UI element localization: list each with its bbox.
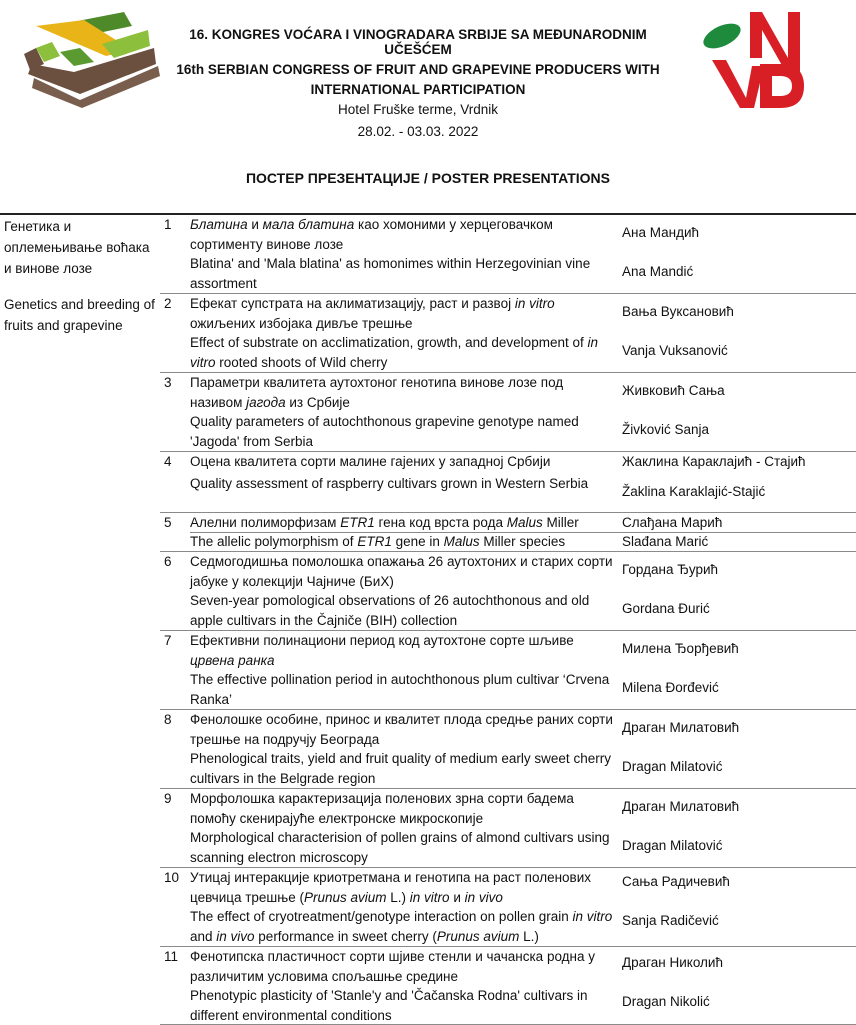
author-english: Žaklina Karaklajić-Stajić	[622, 484, 766, 499]
author-english: Živković Sanja	[622, 422, 710, 437]
poster-title-serbian: Оцена квалитета сорти малине гајених у западној Србији	[190, 454, 551, 469]
poster-title-serbian: Фенотипска пластичност сорти шјиве стенли и чачанска родна у различитим условима спољашње средине	[190, 949, 595, 984]
author-serbian: Вања Вуксановић	[622, 304, 734, 319]
congress-title-serbian: 16. KONGRES VOĆARA I VINOGRADARA SRBIJE SA MEĐUNARODNIM UČEŠĆEM	[189, 27, 647, 57]
poster-row	[160, 373, 856, 452]
congress-logo	[14, 4, 164, 108]
poster-title-english: Effect of substrate on acclimatization, growth, and development of in vitro rooted shoots of Wild cherry	[190, 335, 598, 370]
author-serbian: Ана Мандић	[622, 225, 700, 240]
poster-number: 6	[164, 554, 172, 569]
poster-number: 11	[164, 949, 179, 964]
poster-number: 10	[164, 870, 180, 885]
poster-title-serbian: Морфолошка карактеризација поленових зрна сорти бадема помоћу скенирајуће електронске микроскопије	[190, 791, 574, 826]
poster-title-serbian: Ефекат супстрата на аклиматизацију, раст и развој in vitro ожиљених избојака дивље трешње	[190, 296, 555, 331]
poster-title-serbian: Ефективни полинациони период код аутохтоне сорте шљиве црвена ранка	[190, 633, 574, 668]
poster-number: 9	[164, 791, 172, 806]
poster-title-serbian: Алелни полиморфизам ETR1 гена код врста рода Malus Miller	[190, 515, 579, 530]
author-serbian: Сања Радичевић	[622, 874, 730, 889]
author-english: Sanja Radičević	[622, 913, 719, 928]
poster-title-serbian: Блатина и мала блатина као хомоними у херцеговачком сортименту винове лозе	[190, 217, 553, 252]
poster-title-serbian: Утицај интеракције криотретмана и генотипа на раст поленових цевчица трешње (Prunus avium L.) in vitro и in vivo	[190, 870, 592, 905]
author-english: Ana Mandić	[622, 264, 694, 279]
poster-row	[160, 215, 856, 294]
poster-row	[160, 868, 856, 947]
poster-title-english: The allelic polymorphism of ETR1 gene in Malus Miller species	[190, 534, 566, 549]
poster-row	[160, 631, 856, 710]
poster-number: 4	[164, 454, 172, 469]
poster-title-english: Quality parameters of autochthonous grapevine genotype named 'Jagoda' from Serbia	[190, 414, 579, 449]
poster-title-english: Blatina' and 'Mala blatina' as homonimes within Herzegovinian vine assortment	[190, 256, 591, 291]
poster-title-serbian: Фенолошке особине, принос и квалитет плода средње раних сорти трешње на подручју Београда	[190, 712, 613, 747]
poster-title-english: Phenological traits, yield and fruit quality of medium early sweet cherry cultivars in the Belgrade region	[190, 751, 611, 786]
author-english: Gordana Đurić	[622, 601, 710, 616]
author-english: Dragan Milatović	[622, 759, 723, 774]
poster-title-english: Quality assessment of raspberry cultivars grown in Western Serbia	[190, 476, 589, 491]
congress-title-english: 16th SERBIAN CONGRESS OF FRUIT AND GRAPEVINE PRODUCERS WITH INTERNATIONAL PARTICIPATION	[176, 62, 660, 97]
poster-number: 2	[164, 296, 172, 311]
author-english: Dragan Milatović	[622, 838, 723, 853]
row-inner-rule	[190, 532, 856, 533]
author-english: Milena Đorđević	[622, 680, 719, 695]
author-serbian: Жаклина Караклајић - Стајић	[622, 454, 806, 469]
poster-row	[160, 710, 856, 789]
poster-number: 7	[164, 633, 172, 648]
poster-title-english: Seven-year pomological observations of 26 autochthonous and old apple cultivars in the Čajniče (BIH) collection	[190, 593, 590, 628]
poster-row	[160, 789, 856, 868]
poster-row	[160, 294, 856, 373]
poster-title-english: The effect of cryotreatment/genotype interaction on pollen grain in vitro and in vivo performance in sweet cherry (Prunus avium L.)	[190, 909, 613, 944]
poster-row	[160, 452, 856, 513]
venue: Hotel Fruške terme, Vrdnik	[337, 102, 499, 117]
author-serbian: Драган Николић	[622, 955, 723, 970]
author-serbian: Драган Милатовић	[622, 720, 740, 735]
author-serbian: Драган Милатовић	[622, 799, 740, 814]
author-english: Vanja Vuksanović	[622, 343, 728, 358]
author-english: Slađana Marić	[622, 534, 709, 549]
poster-title-english: Phenotypic plasticity of 'Stanle'y and 'Čačanska Rodna' cultivars in different environmental conditions	[190, 988, 588, 1023]
category-english: Genetics and breeding of fruits and grapevine	[4, 297, 155, 333]
section-title: ПОСТЕР ПРЕЗЕНТАЦИЈЕ / POSTER PRESENTATIONS	[245, 170, 611, 186]
poster-number: 5	[164, 515, 172, 530]
poster-title-serbian: Седмогодишња помолошка опажања 26 аутохтоних и старих сорти јабуке у колекцији Чајниче (БиХ)	[190, 554, 613, 589]
category-serbian: Генетика и оплемењивање воћака и винове лозе	[4, 219, 150, 276]
author-serbian: Гордана Ђурић	[622, 562, 719, 577]
vnd-logo	[700, 6, 810, 110]
poster-title-serbian: Параметри квалитета аутохтоног генотипа винове лозе под називом јагода из Србије	[190, 375, 564, 410]
poster-row	[160, 513, 856, 552]
poster-row	[160, 552, 856, 631]
author-serbian: Живковић Сања	[622, 383, 725, 398]
poster-title-english: Morphological characterision of pollen grains of almond cultivars using scanning electron microscopy	[190, 830, 610, 865]
author-serbian: Милена Ђорђевић	[622, 641, 739, 656]
author-english: Dragan Nikolić	[622, 994, 710, 1009]
poster-number: 1	[164, 217, 172, 232]
poster-title-english: The effective pollination period in autochthonous plum cultivar ‘Crvena Ranka’	[190, 672, 610, 707]
poster-number: 8	[164, 712, 172, 727]
poster-number: 3	[164, 375, 172, 390]
author-serbian: Слађана Марић	[622, 515, 723, 530]
poster-row	[160, 947, 856, 1025]
dates: 28.02. - 03.03. 2022	[357, 124, 479, 139]
